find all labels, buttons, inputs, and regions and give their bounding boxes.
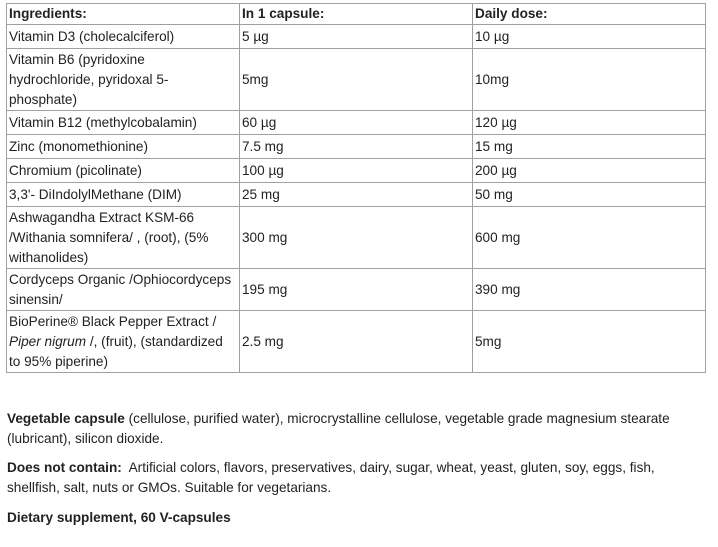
capsule-amount: 5mg xyxy=(240,49,473,111)
name-line: /Withania somnifera/ , (root), (5% xyxy=(9,229,209,245)
name-line: BioPerine® Black Pepper Extract / xyxy=(9,313,217,329)
daily-amount: 5mg xyxy=(473,311,706,373)
ingredient-name xyxy=(7,207,240,269)
table-row xyxy=(7,49,706,111)
ingredient-name xyxy=(7,311,240,373)
capsule-amount: 300 mg xyxy=(240,207,473,269)
name-line: sinensin/ xyxy=(9,291,63,307)
capsule-amount: 7.5 mg xyxy=(240,135,473,159)
ingredients-table xyxy=(6,3,706,373)
notes-section xyxy=(7,409,707,538)
name-line: hydrochloride, pyridoxal 5- xyxy=(9,71,169,87)
daily-amount: 10mg xyxy=(473,49,706,111)
capsule-amount: 60 µg xyxy=(240,111,473,135)
ingredient-name xyxy=(7,49,240,111)
capsule-amount: 25 mg xyxy=(240,183,473,207)
table-row xyxy=(7,25,706,49)
capsule-note-label: Vegetable capsule xyxy=(7,411,125,426)
ingredient-name: Zinc (monomethionine) xyxy=(7,135,240,159)
header-ingredients: Ingredients: xyxy=(7,4,240,25)
name-line: Vitamin B6 (pyridoxine xyxy=(9,51,145,67)
header-daily-dose: Daily dose: xyxy=(473,4,706,25)
daily-amount: 600 mg xyxy=(473,207,706,269)
name-line: /, (fruit), (standardized xyxy=(86,333,223,349)
ingredient-name: 3,3'- DiIndolylMethane (DIM) xyxy=(7,183,240,207)
ingredient-name xyxy=(7,269,240,311)
daily-amount: 120 µg xyxy=(473,111,706,135)
capsule-note xyxy=(7,409,707,449)
ingredient-name: Vitamin B12 (methylcobalamin) xyxy=(7,111,240,135)
capsule-amount: 195 mg xyxy=(240,269,473,311)
daily-amount: 50 mg xyxy=(473,183,706,207)
ingredient-name: Chromium (picolinate) xyxy=(7,159,240,183)
header-in-capsule: In 1 capsule: xyxy=(240,4,473,25)
table-header-row xyxy=(7,4,706,25)
table-row xyxy=(7,135,706,159)
daily-amount: 200 µg xyxy=(473,159,706,183)
ingredient-name: Vitamin D3 (cholecalciferol) xyxy=(7,25,240,49)
name-line: phosphate) xyxy=(9,91,78,107)
daily-amount: 10 µg xyxy=(473,25,706,49)
not-contain-label: Does not contain: xyxy=(7,460,122,475)
capsule-amount: 2.5 mg xyxy=(240,311,473,373)
table-row xyxy=(7,207,706,269)
table-row xyxy=(7,311,706,373)
name-line: withanolides) xyxy=(9,249,89,265)
not-contain-note xyxy=(7,458,707,498)
not-contain-text: Artificial colors, flavors, preservatives, dairy, sugar, wheat, yeast, gluten, soy, eggs, fish, shellfish, salt, nuts or GMOs. Suitable for vegetarians. xyxy=(7,460,659,495)
capsule-amount: 5 µg xyxy=(240,25,473,49)
table-row xyxy=(7,183,706,207)
daily-amount: 15 mg xyxy=(473,135,706,159)
name-line: Cordyceps Organic /Ophiocordyceps xyxy=(9,271,232,287)
name-line-italic: Piper nigrum xyxy=(9,333,87,349)
name-line: to 95% piperine) xyxy=(9,353,108,369)
capsule-amount: 100 µg xyxy=(240,159,473,183)
daily-amount: 390 mg xyxy=(473,269,706,311)
capsule-note-text: (cellulose, purified water), microcrystalline cellulose, vegetable grade magnesium stearate (lubricant), silicon dioxide. xyxy=(7,411,670,446)
supplement-note: Dietary supplement, 60 V-capsules xyxy=(7,510,231,525)
table-row xyxy=(7,159,706,183)
table-row xyxy=(7,269,706,311)
name-line: Ashwagandha Extract KSM-66 xyxy=(9,209,195,225)
ingredients-table-wrapper xyxy=(6,3,706,373)
table-row xyxy=(7,111,706,135)
